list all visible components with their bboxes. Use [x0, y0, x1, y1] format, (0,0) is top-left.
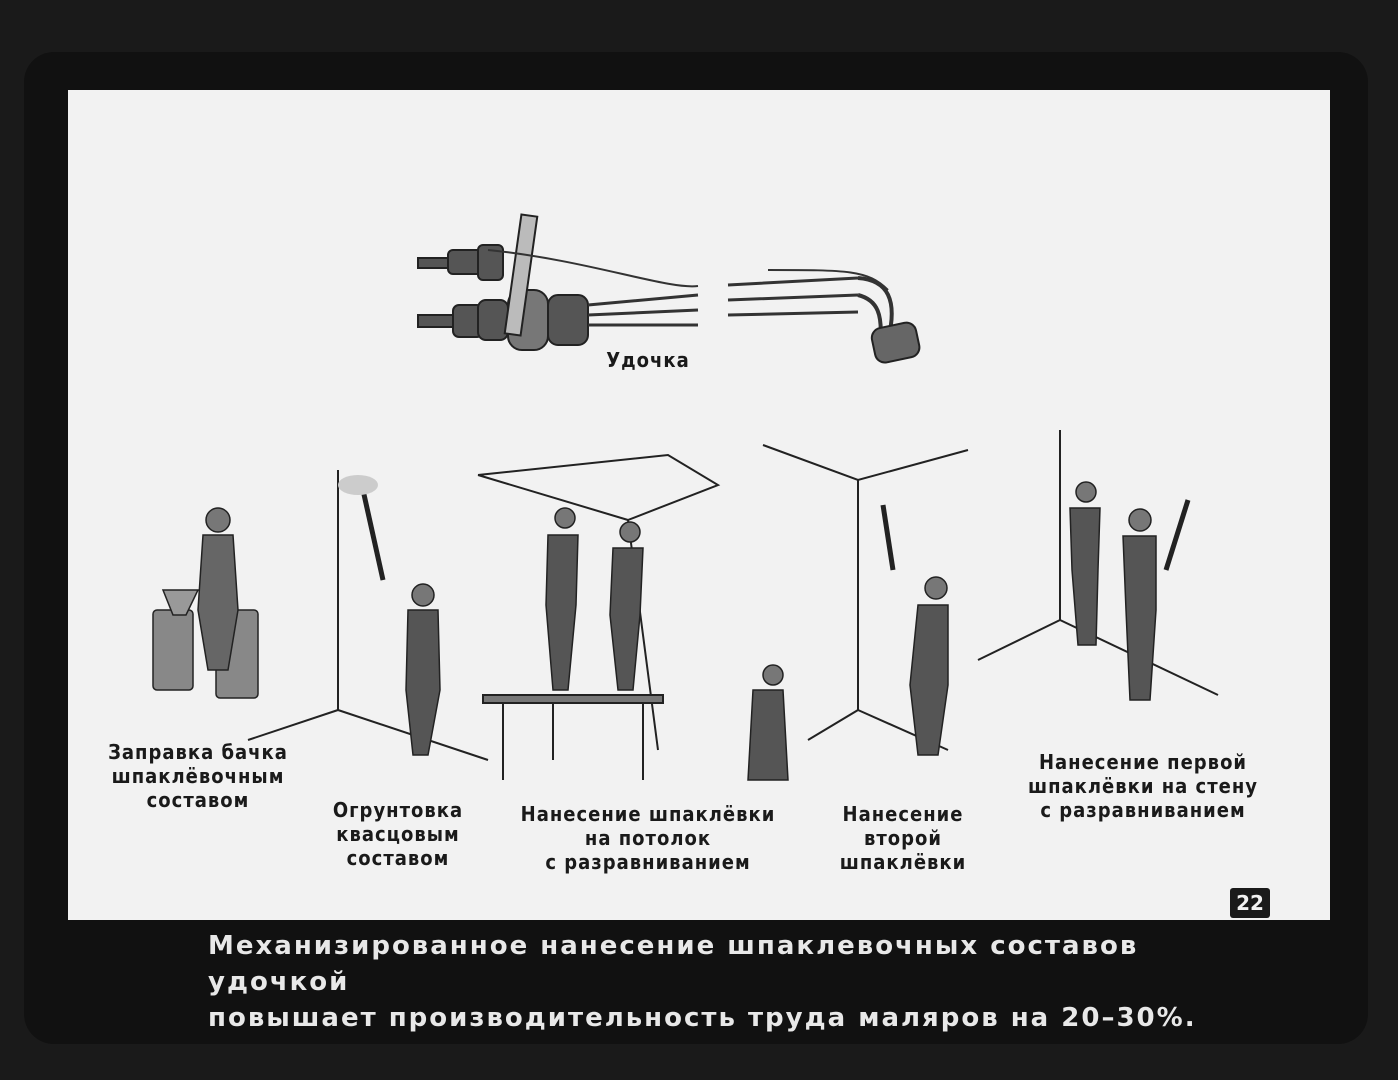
- tool-label: Удочка: [606, 348, 690, 372]
- step-label-priming: Огрунтовка квасцовым составом: [332, 798, 464, 870]
- worker-second-putty: [910, 577, 948, 755]
- scene-priming: [248, 470, 488, 760]
- slide: [68, 90, 1330, 920]
- workers-wall-putty: [1070, 482, 1156, 700]
- scene-ceiling: [478, 455, 718, 780]
- slide-caption: Механизированное нанесение шпаклевочных составов удочкой повышает производительность труда маляров на 20–30%.: [208, 931, 1197, 1033]
- step-label-ceiling: Нанесение шпаклёвки на потолок с разравниванием: [520, 802, 776, 874]
- spray-rod-illustration: [418, 214, 921, 364]
- step-label-second-putty: Нанесение второй шпаклёвки: [839, 802, 967, 874]
- slide-number-badge: 22: [1230, 888, 1270, 918]
- workers-ceiling: [546, 508, 788, 780]
- step-label-wall-putty: Нанесение первой шпаклёвки на стену с разравниванием: [1027, 750, 1259, 822]
- scene-refill: [153, 508, 258, 698]
- step-label-refill: Заправка бачка шпаклёвочным составом: [108, 740, 288, 812]
- worker-priming: [406, 584, 440, 755]
